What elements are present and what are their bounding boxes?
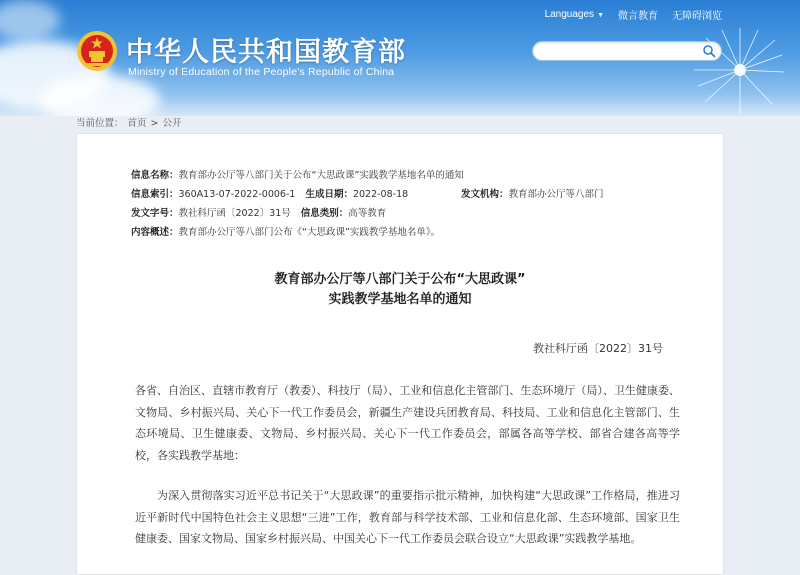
site-subtitle: Ministry of Education of the People's Republic of China <box>128 66 395 78</box>
search-input[interactable] <box>541 46 705 64</box>
article-title-line2: 实践教学基地名单的通知 <box>328 292 472 307</box>
meta-row-name <box>131 166 464 185</box>
meta-org-value: 教育部办公厅等八部门 <box>508 189 604 200</box>
meta-category-value: 高等教育 <box>348 208 387 219</box>
meta-summary-value: 教育部办公厅等八部门公布《“大思政课”实践教学基地名单》。 <box>178 227 441 238</box>
meta-category-label: 信息类别： <box>300 208 349 219</box>
meta-row-docno <box>131 204 464 223</box>
meta-index-value: 360A13-07-2022-0006-1 <box>178 189 296 200</box>
article-body <box>135 380 680 561</box>
document-meta <box>131 166 604 242</box>
meta-docno-value: 教社科厅函〔2022〕31号 <box>178 208 291 219</box>
meta-index-label: 信息索引： <box>131 189 179 200</box>
breadcrumb-public[interactable]: 公开 <box>162 118 182 129</box>
article-doc-number: 教社科厅函〔2022〕31号 <box>533 342 663 355</box>
meta-name-label: 信息名称： <box>131 170 179 181</box>
article-paragraph: 各省、自治区、直辖市教育厅（教委）、科技厅（局）、工业和信息化主管部门、生态环境厅（局）、卫生健康委、文物局、乡村振兴局、关心下一代工作委员会，新疆生产建设兵团教育局、科技局、工业和信息化主管部门、生态环境局、卫生健康委、文物局、乡村振兴局、关心下一代工作委员会，部属各高等学校、部省合建各高等学校，各实践教学基地： <box>135 384 680 462</box>
meta-name-value: 教育部办公厅等八部门关于公布“大思政课”实践教学基地名单的通知 <box>178 170 464 181</box>
site-title[interactable]: 中华人民共和国教育部 <box>126 37 406 68</box>
breadcrumb-separator: > <box>150 118 159 129</box>
search-icon[interactable] <box>702 44 716 58</box>
meta-row-index <box>131 185 604 204</box>
content-card <box>76 133 724 575</box>
breadcrumb-label: 当前位置： <box>76 118 124 129</box>
article-title-line1: 教育部办公厅等八部门关于公布“大思政课” <box>274 272 526 287</box>
meta-org-label: 发文机构： <box>461 189 509 200</box>
dandelion-decoration <box>680 20 790 116</box>
site-header <box>0 0 800 116</box>
breadcrumb-home[interactable]: 首页 <box>127 118 147 129</box>
meta-docno-label: 发文字号： <box>131 208 179 219</box>
article-title <box>77 270 723 310</box>
accessibility-link[interactable]: 无障碍浏览 <box>672 11 722 22</box>
breadcrumb <box>76 115 186 129</box>
meta-date-label: 生成日期： <box>305 189 353 200</box>
cloud-decoration <box>0 0 60 40</box>
meta-summary-label: 内容概述： <box>131 227 179 238</box>
meta-date-value: 2022-08-18 <box>352 189 409 200</box>
meta-row-summary <box>131 223 464 242</box>
search-box <box>532 41 722 61</box>
national-emblem-icon <box>76 30 118 72</box>
languages-link[interactable]: Languages ▼ <box>544 9 604 20</box>
article-paragraph: 为深入贯彻落实习近平总书记关于“大思政课”的重要指示批示精神，加快构建“大思政课”工作格局，推进习近平新时代中国特色社会主义思想“三进”工作，教育部与科学技术部、工业和信息化部、生态环境部、国家卫生健康委、国家文物局、国家乡村振兴局、中国关心下一代工作委员会联合设立“大思政课”实践教学基地。 <box>135 489 680 545</box>
caret-down-icon: ▼ <box>597 12 604 19</box>
weiyan-link[interactable]: 微言教育 <box>618 11 658 22</box>
top-links <box>545 7 722 22</box>
cloud-decoration <box>40 75 160 116</box>
